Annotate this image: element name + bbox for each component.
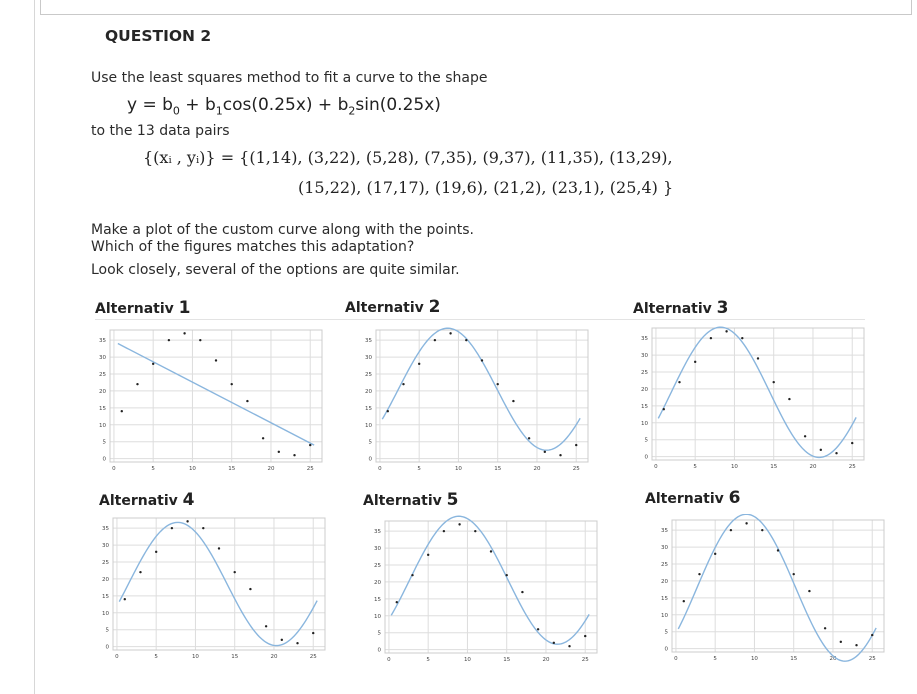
alt-label-num: 1 [178, 298, 191, 318]
y-tick-label: 10 [374, 613, 381, 620]
y-tick-label: 35 [641, 336, 648, 343]
y-tick-label: 20 [374, 579, 381, 586]
data-point [218, 547, 220, 549]
data-point [434, 339, 436, 341]
alt-label-text: Alternativ [645, 491, 724, 507]
plot-alternative-4[interactable] [93, 512, 333, 672]
eq-b1: + b [179, 95, 216, 115]
data-point [741, 337, 743, 339]
instruction-3: Look closely, several of the options are quite similar. [91, 262, 460, 278]
fit-curve [391, 516, 589, 644]
x-tick-label: 10 [188, 466, 196, 472]
x-tick-label: 15 [228, 466, 236, 472]
fit-curve [382, 328, 580, 450]
x-tick-label: 10 [454, 466, 462, 472]
data-point [777, 549, 779, 551]
chart-svg [93, 512, 333, 672]
data-point [458, 523, 460, 525]
data-point [309, 444, 311, 446]
plot-frame [113, 518, 325, 650]
plot-frame [672, 520, 884, 652]
eq-b2-sub: 2 [348, 104, 356, 118]
x-tick-label: 0 [112, 466, 116, 472]
x-tick-label: 5 [154, 654, 158, 660]
y-tick-label: 0 [368, 456, 372, 463]
eq-b0-sub: 0 [172, 104, 180, 118]
data-point [474, 530, 476, 532]
y-tick-label: 15 [641, 403, 648, 410]
alt-label-num: 6 [728, 488, 741, 508]
y-tick-label: 20 [99, 388, 106, 395]
y-tick-label: 5 [664, 629, 668, 636]
y-tick-label: 30 [641, 353, 648, 360]
data-point [202, 527, 204, 529]
y-tick-label: 10 [641, 420, 648, 427]
data-point [788, 398, 790, 400]
data-pairs-line-2: (15,22), (17,17), (19,6), (21,2), (23,1), (25,4) } [298, 178, 674, 197]
y-tick-label: 35 [102, 526, 109, 533]
x-tick-label: 0 [387, 657, 391, 663]
y-tick-label: 25 [374, 563, 381, 569]
plot-alternative-3[interactable] [632, 322, 872, 482]
fit-curve [119, 522, 317, 645]
data-point [678, 381, 680, 383]
x-tick-label: 0 [674, 656, 678, 662]
data-point [396, 601, 398, 603]
data-point [835, 452, 837, 454]
data-point [481, 359, 483, 361]
alternative-label-2 [345, 297, 440, 317]
alt-label-num: 2 [428, 297, 441, 317]
data-point [443, 530, 445, 532]
y-tick-label: 30 [102, 543, 109, 550]
data-point [793, 573, 795, 575]
data-point [725, 330, 727, 332]
y-tick-label: 30 [374, 546, 381, 553]
plot-frame [385, 521, 597, 653]
x-tick-label: 5 [693, 464, 697, 470]
data-point [490, 550, 492, 552]
alternative-label-5 [363, 490, 458, 510]
alternative-label-3 [633, 298, 728, 318]
eq-lhs: y = b [127, 95, 173, 115]
chart-svg [365, 515, 605, 675]
x-tick-label: 5 [713, 656, 717, 662]
chart-svg [632, 322, 872, 482]
data-point [231, 383, 233, 385]
data-point [183, 332, 185, 334]
data-point [449, 332, 451, 334]
data-point [694, 361, 696, 363]
data-point [411, 574, 413, 576]
plot-alternative-2[interactable] [356, 324, 596, 484]
chart-svg [90, 324, 330, 484]
y-tick-label: 25 [365, 372, 372, 378]
data-point [168, 339, 170, 341]
data-point [139, 571, 141, 573]
x-tick-label: 15 [494, 466, 502, 472]
y-tick-label: 10 [365, 422, 372, 429]
data-point [584, 635, 586, 637]
data-point [249, 588, 251, 590]
data-point [387, 410, 389, 412]
y-tick-label: 15 [661, 595, 668, 602]
y-tick-label: 25 [102, 560, 109, 566]
data-point [506, 574, 508, 576]
y-tick-label: 5 [105, 627, 109, 634]
x-tick-label: 10 [730, 464, 738, 470]
fit-curve [658, 327, 856, 457]
data-point [296, 642, 298, 644]
data-point [808, 590, 810, 592]
data-point [278, 451, 280, 453]
data-point [820, 449, 822, 451]
x-tick-label: 0 [654, 464, 658, 470]
chart-svg [652, 514, 892, 674]
question-title: QUESTION 2 [105, 27, 212, 45]
instruction-2: Which of the figures matches this adaptation? [91, 239, 415, 255]
data-point [312, 632, 314, 634]
x-tick-label: 15 [790, 656, 798, 662]
x-tick-label: 20 [809, 464, 817, 470]
eq-sin: sin(0.25x) [355, 95, 441, 115]
alt-label-num: 3 [716, 298, 729, 318]
data-point [215, 359, 217, 361]
x-tick-label: 25 [572, 466, 580, 472]
data-point [575, 444, 577, 446]
x-tick-label: 25 [848, 464, 856, 470]
data-point [773, 381, 775, 383]
data-point [745, 522, 747, 524]
y-tick-label: 30 [365, 355, 372, 362]
alt-label-num: 5 [446, 490, 459, 510]
x-tick-label: 25 [581, 657, 589, 663]
alt-label-text: Alternativ [95, 301, 174, 317]
x-tick-label: 10 [750, 656, 758, 662]
data-point [521, 591, 523, 593]
data-point [512, 400, 514, 402]
y-tick-label: 35 [365, 338, 372, 345]
y-tick-label: 10 [661, 612, 668, 619]
data-point [544, 451, 546, 453]
eq-cos: cos(0.25x) + b [222, 95, 349, 115]
data-point [497, 383, 499, 385]
y-tick-label: 0 [102, 456, 106, 463]
left-divider [34, 0, 35, 694]
data-point [121, 410, 123, 412]
data-point [553, 642, 555, 644]
data-point [234, 571, 236, 573]
x-tick-label: 25 [309, 654, 317, 660]
y-tick-label: 10 [99, 422, 106, 429]
data-point [152, 363, 154, 365]
data-point [559, 454, 561, 456]
fit-curve [118, 344, 314, 446]
x-tick-label: 20 [533, 466, 541, 472]
y-tick-label: 35 [99, 338, 106, 345]
x-tick-label: 0 [378, 466, 382, 472]
alt-label-num: 4 [182, 490, 195, 510]
y-tick-label: 0 [644, 454, 648, 461]
y-tick-label: 20 [365, 388, 372, 395]
completion-status-bar [40, 0, 912, 15]
alternative-label-4 [99, 490, 194, 510]
x-tick-label: 20 [267, 466, 275, 472]
model-equation [127, 95, 441, 117]
plot-alternative-1[interactable] [90, 324, 330, 484]
x-tick-label: 20 [270, 654, 278, 660]
data-point [262, 437, 264, 439]
data-point [171, 527, 173, 529]
data-pairs-line-1: {(xᵢ , yᵢ)} = {(1,14), (3,22), (5,28), (7,35), (9,37), (11,35), (13,29), [143, 148, 673, 167]
data-point [851, 442, 853, 444]
data-point [465, 339, 467, 341]
y-tick-label: 25 [641, 370, 648, 376]
x-tick-label: 0 [115, 654, 119, 660]
x-tick-label: 5 [417, 466, 421, 472]
data-point [871, 634, 873, 636]
data-point [124, 598, 126, 600]
plot-alternative-6[interactable] [652, 514, 892, 674]
data-point [293, 454, 295, 456]
y-tick-label: 35 [661, 528, 668, 535]
chart-svg [356, 324, 596, 484]
data-point [265, 625, 267, 627]
plot-alternative-5[interactable] [365, 515, 605, 675]
y-tick-label: 30 [661, 545, 668, 552]
plot-frame [652, 328, 864, 460]
data-point [710, 337, 712, 339]
data-point [761, 529, 763, 531]
y-tick-label: 5 [102, 439, 106, 446]
y-tick-label: 5 [644, 437, 648, 444]
data-point [155, 551, 157, 553]
data-point [246, 400, 248, 402]
data-point [136, 383, 138, 385]
data-point [683, 600, 685, 602]
data-point [804, 435, 806, 437]
data-point [528, 437, 530, 439]
eq-b1-sub: 1 [215, 104, 223, 118]
question-intro: Use the least squares method to fit a curve to the shape [91, 70, 488, 86]
alternative-label-1 [95, 298, 190, 318]
alt-label-text: Alternativ [633, 301, 712, 317]
x-tick-label: 15 [503, 657, 511, 663]
alt-label-text: Alternativ [363, 493, 442, 509]
y-tick-label: 25 [99, 372, 106, 378]
y-tick-label: 15 [99, 405, 106, 412]
y-tick-label: 20 [641, 386, 648, 393]
y-tick-label: 0 [105, 644, 109, 651]
data-point [199, 339, 201, 341]
x-tick-label: 15 [231, 654, 239, 660]
data-point [402, 383, 404, 385]
alt-label-text: Alternativ [99, 493, 178, 509]
data-point [663, 408, 665, 410]
y-tick-label: 5 [377, 630, 381, 637]
fit-curve [678, 514, 876, 661]
y-tick-label: 15 [374, 596, 381, 603]
data-point [568, 645, 570, 647]
x-tick-label: 20 [829, 656, 837, 662]
data-point [281, 639, 283, 641]
y-tick-label: 5 [368, 439, 372, 446]
alt-label-text: Alternativ [345, 300, 424, 316]
x-tick-label: 10 [463, 657, 471, 663]
y-tick-label: 20 [661, 578, 668, 585]
data-point [730, 529, 732, 531]
data-point [824, 627, 826, 629]
y-tick-label: 10 [102, 610, 109, 617]
plot-frame [376, 330, 588, 462]
x-tick-label: 15 [770, 464, 778, 470]
y-tick-label: 25 [661, 562, 668, 568]
alternative-label-6 [645, 488, 740, 508]
data-point [855, 644, 857, 646]
data-point [698, 573, 700, 575]
x-tick-label: 25 [306, 466, 314, 472]
y-tick-label: 0 [664, 646, 668, 653]
x-tick-label: 10 [191, 654, 199, 660]
data-point [186, 520, 188, 522]
data-point [418, 363, 420, 365]
y-tick-label: 20 [102, 576, 109, 583]
y-tick-label: 35 [374, 529, 381, 536]
data-pairs-intro: to the 13 data pairs [91, 123, 230, 139]
data-point [714, 553, 716, 555]
x-tick-label: 5 [426, 657, 430, 663]
data-point [537, 628, 539, 630]
alternatives-divider [95, 319, 865, 320]
data-point [427, 554, 429, 556]
plot-frame [110, 330, 322, 462]
y-tick-label: 15 [365, 405, 372, 412]
y-tick-label: 15 [102, 593, 109, 600]
x-tick-label: 25 [868, 656, 876, 662]
x-tick-label: 5 [151, 466, 155, 472]
y-tick-label: 30 [99, 355, 106, 362]
y-tick-label: 0 [377, 647, 381, 654]
x-tick-label: 20 [542, 657, 550, 663]
data-point [757, 357, 759, 359]
instruction-1: Make a plot of the custom curve along with the points. [91, 222, 474, 238]
data-point [840, 641, 842, 643]
